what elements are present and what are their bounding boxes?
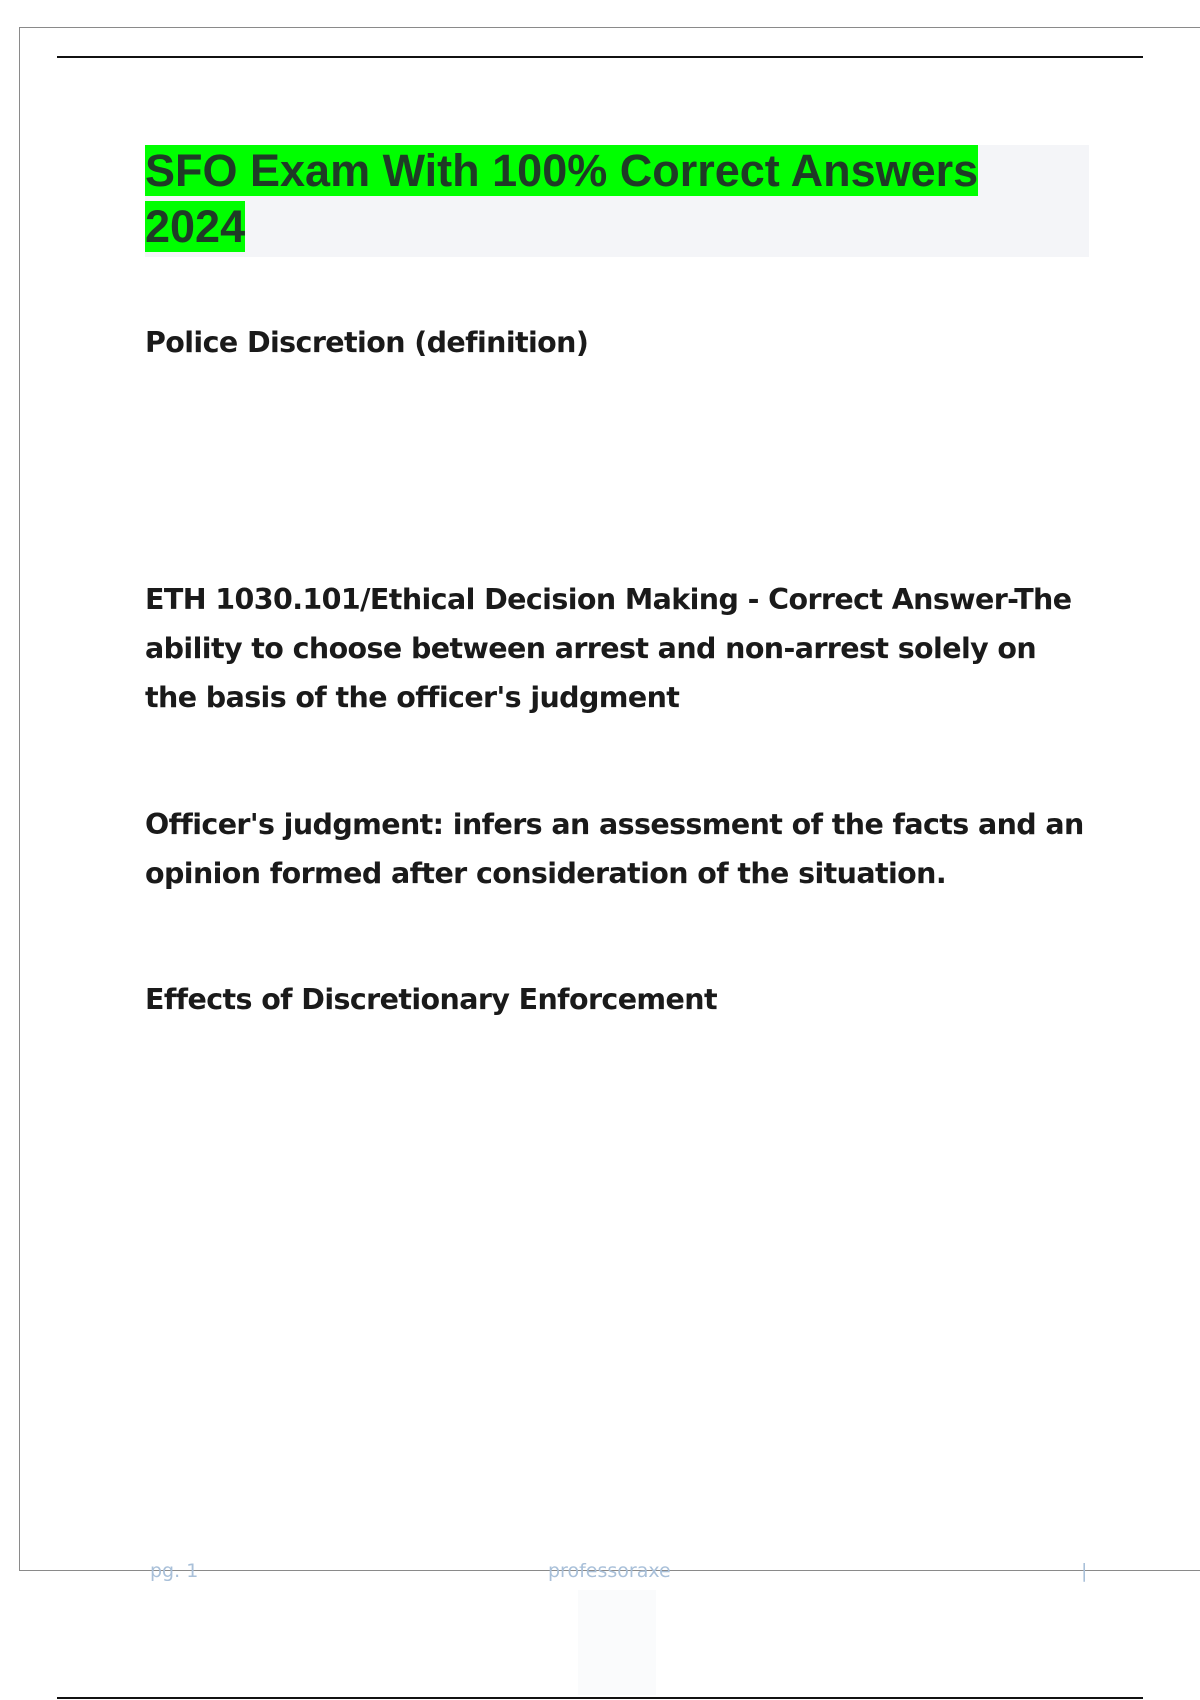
document-title xyxy=(145,143,1085,255)
note-officers-judgment: Officer's judgment: infers an assessment of the facts and an opinion formed after consideration of the situation. xyxy=(145,808,1084,890)
question-police-discretion: Police Discretion (definition) xyxy=(145,326,589,359)
header-rule xyxy=(57,56,1143,58)
footer-shade xyxy=(578,1590,656,1695)
answer-police-discretion: ETH 1030.101/Ethical Decision Making - Correct Answer-The ability to choose between arrest and non-arrest solely on the basis of the officer's judgment xyxy=(145,583,1072,714)
footer-right-mark: | xyxy=(1081,1560,1088,1582)
question-effects-discretionary-enforcement: Effects of Discretionary Enforcement xyxy=(145,983,717,1016)
footer-rule xyxy=(57,1697,1143,1699)
footer-page-number: pg. 1 xyxy=(150,1560,199,1582)
title-highlight: SFO Exam With 100% Correct Answers 2024 xyxy=(145,145,979,252)
footer-author: professoraxe xyxy=(548,1560,671,1582)
page-frame xyxy=(19,27,1200,1571)
